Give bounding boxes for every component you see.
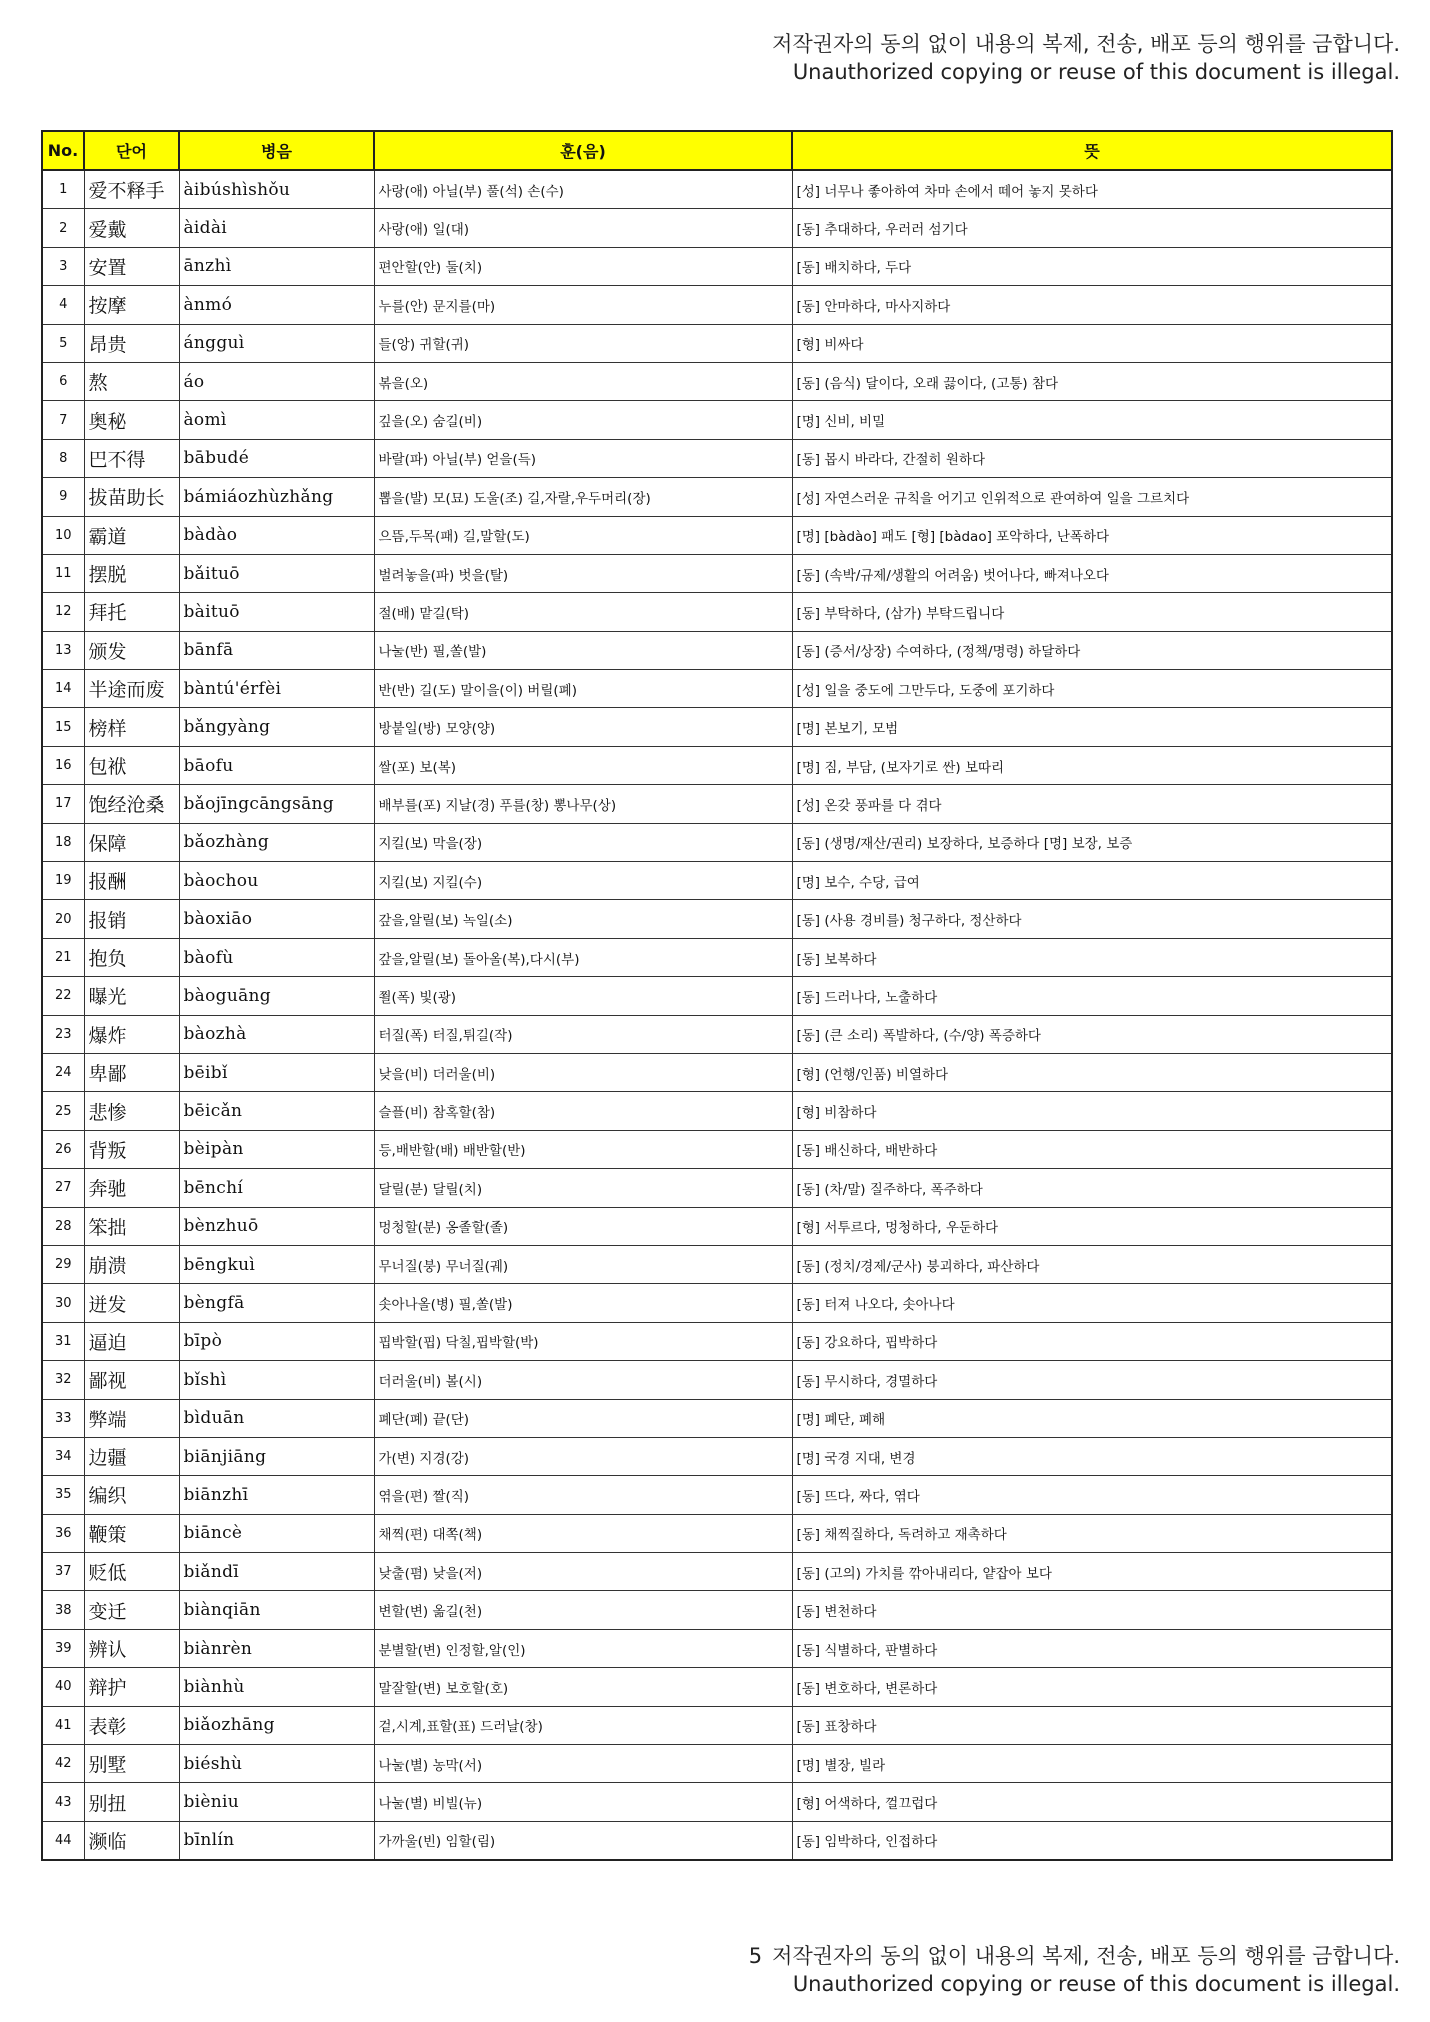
meaning-cell: [명] [bàdào] 패도 [형] [bàdao] 포악하다, 난폭하다 [792,516,1392,554]
meaning-cell: [성] 자연스러운 규칙을 어기고 인위적으로 관여하여 일을 그르치다 [792,478,1392,516]
hun-eum-cell: 으뜸,두목(패) 길,말할(도) [374,516,792,554]
table-row [42,1361,1392,1399]
row-number: 33 [42,1399,84,1437]
table-row [42,1399,1392,1437]
row-number: 36 [42,1514,84,1552]
hun-eum-cell: 깊을(오) 숨길(비) [374,401,792,439]
meaning-cell: [명] 본보기, 모범 [792,708,1392,746]
hun-eum-cell: 핍박할(핍) 닥칠,핍박할(박) [374,1322,792,1360]
word-cell: 保障 [84,823,179,861]
pinyin-cell: biànhù [179,1668,374,1706]
header-pinyin: 병음 [179,131,374,170]
header-meaning: 뜻 [792,131,1392,170]
hun-eum-cell: 겉,시계,표할(표) 드러날(창) [374,1706,792,1744]
table-row [42,209,1392,247]
pinyin-cell: bǎituō [179,554,374,592]
table-row [42,1284,1392,1322]
pinyin-cell: bīpò [179,1322,374,1360]
meaning-cell: [동] (속박/규제/생활의 어려움) 벗어나다, 빠져나오다 [792,554,1392,592]
hun-eum-cell: 나눌(반) 필,쏠(발) [374,631,792,669]
hun-eum-cell: 엮을(편) 짤(직) [374,1476,792,1514]
hun-eum-cell: 편안할(안) 둘(치) [374,247,792,285]
row-number: 4 [42,286,84,324]
table-row [42,1514,1392,1552]
table-row [42,1553,1392,1591]
pinyin-cell: bēicǎn [179,1092,374,1130]
word-cell: 按摩 [84,286,179,324]
vocabulary-table [41,130,1393,1861]
word-cell: 抱负 [84,938,179,976]
row-number: 24 [42,1053,84,1091]
pinyin-cell: bàozhà [179,1015,374,1053]
word-cell: 濒临 [84,1821,179,1860]
row-number: 12 [42,593,84,631]
row-number: 11 [42,554,84,592]
hun-eum-cell: 등,배반할(배) 배반할(반) [374,1130,792,1168]
word-cell: 表彰 [84,1706,179,1744]
pinyin-cell: bāofu [179,746,374,784]
table-row [42,977,1392,1015]
word-cell: 包袱 [84,746,179,784]
table-row [42,1629,1392,1667]
table-row [42,1783,1392,1821]
pinyin-cell: biànrèn [179,1629,374,1667]
meaning-cell: [형] 비참하다 [792,1092,1392,1130]
pinyin-cell: biānjiāng [179,1437,374,1475]
hun-eum-cell: 무너질(붕) 무너질(궤) [374,1245,792,1283]
row-number: 41 [42,1706,84,1744]
row-number: 27 [42,1169,84,1207]
pinyin-cell: bǎozhàng [179,823,374,861]
hun-eum-cell: 분별할(변) 인정할,알(인) [374,1629,792,1667]
pinyin-cell: àomì [179,401,374,439]
meaning-cell: [동] (생명/재산/권리) 보장하다, 보증하다 [명] 보장, 보증 [792,823,1392,861]
word-cell: 鞭策 [84,1514,179,1552]
word-cell: 逼迫 [84,1322,179,1360]
pinyin-cell: bàoxiāo [179,900,374,938]
table-row [42,746,1392,784]
table-row [42,1015,1392,1053]
meaning-cell: [형] 비싸다 [792,324,1392,362]
word-cell: 摆脱 [84,554,179,592]
hun-eum-cell: 누를(안) 문지를(마) [374,286,792,324]
hun-eum-cell: 벌려놓을(파) 벗을(탈) [374,554,792,592]
table-row [42,478,1392,516]
word-cell: 背叛 [84,1130,179,1168]
pinyin-cell: bìduān [179,1399,374,1437]
row-number: 38 [42,1591,84,1629]
table-row [42,554,1392,592]
word-cell: 颁发 [84,631,179,669]
table-row [42,1591,1392,1629]
pinyin-cell: bèipàn [179,1130,374,1168]
pinyin-cell: biāncè [179,1514,374,1552]
word-cell: 奥秘 [84,401,179,439]
row-number: 25 [42,1092,84,1130]
pinyin-cell: bàntú'érfèi [179,670,374,708]
table-row [42,631,1392,669]
table-row [42,785,1392,823]
word-cell: 曝光 [84,977,179,1015]
row-number: 39 [42,1629,84,1667]
hun-eum-cell: 멍청할(분) 옹졸할(졸) [374,1207,792,1245]
meaning-cell: [동] 배신하다, 배반하다 [792,1130,1392,1168]
table-row [42,900,1392,938]
table-row [42,708,1392,746]
table-row [42,1821,1392,1860]
meaning-cell: [명] 짐, 부담, (보자기로 싼) 보따리 [792,746,1392,784]
meaning-cell: [동] (큰 소리) 폭발하다, (수/양) 폭증하다 [792,1015,1392,1053]
row-number: 14 [42,670,84,708]
meaning-cell: [명] 국경 지대, 변경 [792,1437,1392,1475]
row-number: 32 [42,1361,84,1399]
row-number: 30 [42,1284,84,1322]
hun-eum-cell: 나눌(별) 농막(서) [374,1745,792,1783]
row-number: 5 [42,324,84,362]
row-number: 21 [42,938,84,976]
table-row [42,670,1392,708]
table-row [42,1668,1392,1706]
hun-eum-cell: 변할(변) 옮길(천) [374,1591,792,1629]
table-row [42,1207,1392,1245]
hun-eum-cell: 터질(폭) 터질,튀길(작) [374,1015,792,1053]
hun-eum-cell: 절(배) 맡길(탁) [374,593,792,631]
meaning-cell: [동] (사용 경비를) 청구하다, 정산하다 [792,900,1392,938]
table-row [42,1130,1392,1168]
row-number: 15 [42,708,84,746]
pinyin-cell: bièniu [179,1783,374,1821]
pinyin-cell: bèngfā [179,1284,374,1322]
word-cell: 霸道 [84,516,179,554]
meaning-cell: [동] 무시하다, 경멸하다 [792,1361,1392,1399]
hun-eum-cell: 가까울(빈) 임할(림) [374,1821,792,1860]
pinyin-cell: bènzhuō [179,1207,374,1245]
meaning-cell: [명] 폐단, 폐해 [792,1399,1392,1437]
word-cell: 奔驰 [84,1169,179,1207]
meaning-cell: [동] 추대하다, 우러러 섬기다 [792,209,1392,247]
hun-eum-cell: 가(변) 지경(강) [374,1437,792,1475]
meaning-cell: [성] 일을 중도에 그만두다, 도중에 포기하다 [792,670,1392,708]
word-cell: 拜托 [84,593,179,631]
meaning-cell: [동] 변천하다 [792,1591,1392,1629]
pinyin-cell: ānzhì [179,247,374,285]
row-number: 28 [42,1207,84,1245]
word-cell: 熬 [84,362,179,400]
copyright-notice-bottom [749,1942,1400,1998]
row-number: 31 [42,1322,84,1360]
word-cell: 饱经沧桑 [84,785,179,823]
word-cell: 报销 [84,900,179,938]
word-cell: 巴不得 [84,439,179,477]
pinyin-cell: bānfā [179,631,374,669]
hun-eum-cell: 쌀(포) 보(복) [374,746,792,784]
meaning-cell: [동] 식별하다, 판별하다 [792,1629,1392,1667]
meaning-cell: [동] 임박하다, 인접하다 [792,1821,1392,1860]
table-row [42,247,1392,285]
meaning-cell: [동] 터져 나오다, 솟아나다 [792,1284,1392,1322]
meaning-cell: [동] 보복하다 [792,938,1392,976]
pinyin-cell: àidài [179,209,374,247]
word-cell: 卑鄙 [84,1053,179,1091]
word-cell: 崩溃 [84,1245,179,1283]
pinyin-cell: biǎozhāng [179,1706,374,1744]
row-number: 42 [42,1745,84,1783]
word-cell: 笨拙 [84,1207,179,1245]
hun-eum-cell: 방붙일(방) 모양(양) [374,708,792,746]
row-number: 34 [42,1437,84,1475]
meaning-cell: [동] 표창하다 [792,1706,1392,1744]
row-number: 13 [42,631,84,669]
pinyin-cell: bīnlín [179,1821,374,1860]
table-row [42,938,1392,976]
row-number: 8 [42,439,84,477]
pinyin-cell: bǎngyàng [179,708,374,746]
meaning-cell: [동] 채찍질하다, 독려하고 재촉하다 [792,1514,1392,1552]
row-number: 29 [42,1245,84,1283]
meaning-cell: [명] 보수, 수당, 급여 [792,862,1392,900]
row-number: 17 [42,785,84,823]
row-number: 1 [42,170,84,209]
row-number: 40 [42,1668,84,1706]
pinyin-cell: biànqiān [179,1591,374,1629]
table-row [42,170,1392,209]
table-row [42,1476,1392,1514]
word-cell: 爱戴 [84,209,179,247]
row-number: 16 [42,746,84,784]
page-number: 5 [748,1944,763,1968]
hun-eum-cell: 나눌(별) 비빌(뉴) [374,1783,792,1821]
row-number: 20 [42,900,84,938]
row-number: 35 [42,1476,84,1514]
meaning-cell: [동] 강요하다, 핍박하다 [792,1322,1392,1360]
hun-eum-cell: 반(반) 길(도) 말이을(이) 버릴(폐) [374,670,792,708]
hun-eum-cell: 달릴(분) 달릴(치) [374,1169,792,1207]
meaning-cell: [동] 뜨다, 짜다, 엮다 [792,1476,1392,1514]
word-cell: 迸发 [84,1284,179,1322]
pinyin-cell: ànmó [179,286,374,324]
pinyin-cell: bàdào [179,516,374,554]
hun-eum-cell: 갚을,알릴(보) 돌아올(복),다시(부) [374,938,792,976]
hun-eum-cell: 사랑(애) 일(대) [374,209,792,247]
pinyin-cell: bàochou [179,862,374,900]
row-number: 10 [42,516,84,554]
word-cell: 别扭 [84,1783,179,1821]
meaning-cell: [동] 변호하다, 변론하다 [792,1668,1392,1706]
pinyin-cell: biānzhī [179,1476,374,1514]
word-cell: 悲惨 [84,1092,179,1130]
meaning-cell: [동] 안마하다, 마사지하다 [792,286,1392,324]
hun-eum-cell: 낮출(폄) 낮을(저) [374,1553,792,1591]
row-number: 18 [42,823,84,861]
table-row [42,286,1392,324]
hun-eum-cell: 볶을(오) [374,362,792,400]
table-row [42,1322,1392,1360]
meaning-cell: [형] 서투르다, 멍청하다, 우둔하다 [792,1207,1392,1245]
row-number: 19 [42,862,84,900]
hun-eum-cell: 지킬(보) 막을(장) [374,823,792,861]
word-cell: 编织 [84,1476,179,1514]
pinyin-cell: bǎojīngcāngsāng [179,785,374,823]
word-cell: 爆炸 [84,1015,179,1053]
table-row [42,401,1392,439]
pinyin-cell: bàofù [179,938,374,976]
copyright-notice-top [772,30,1400,86]
copyright-notice-korean: 저작권자의 동의 없이 내용의 복제, 전송, 배포 등의 행위를 금합니다. [772,1944,1400,1968]
pinyin-cell: áo [179,362,374,400]
header-word: 단어 [84,131,179,170]
table-row [42,362,1392,400]
pinyin-cell: bǐshì [179,1361,374,1399]
word-cell: 变迁 [84,1591,179,1629]
row-number: 44 [42,1821,84,1860]
hun-eum-cell: 더러울(비) 볼(시) [374,1361,792,1399]
pinyin-cell: biǎndī [179,1553,374,1591]
table-row [42,1437,1392,1475]
table-row [42,1245,1392,1283]
meaning-cell: [동] (차/말) 질주하다, 폭주하다 [792,1169,1392,1207]
table-header [42,131,1392,170]
table-row [42,1169,1392,1207]
meaning-cell: [동] (증서/상장) 수여하다, (정책/명령) 하달하다 [792,631,1392,669]
pinyin-cell: bámiáozhùzhǎng [179,478,374,516]
hun-eum-cell: 배부를(포) 지날(경) 푸를(창) 뽕나무(상) [374,785,792,823]
hun-eum-cell: 폐단(폐) 끝(단) [374,1399,792,1437]
pinyin-cell: bēnchí [179,1169,374,1207]
meaning-cell: [동] 부탁하다, (삼가) 부탁드립니다 [792,593,1392,631]
pinyin-cell: bābudé [179,439,374,477]
row-number: 6 [42,362,84,400]
word-cell: 鄙视 [84,1361,179,1399]
row-number: 3 [42,247,84,285]
table-body [42,170,1392,1860]
pinyin-cell: àibúshìshǒu [179,170,374,209]
copyright-notice-english: Unauthorized copying or reuse of this document is illegal. [792,60,1400,84]
meaning-cell: [형] 어색하다, 껄끄럽다 [792,1783,1392,1821]
word-cell: 报酬 [84,862,179,900]
pinyin-cell: bàoguāng [179,977,374,1015]
row-number: 23 [42,1015,84,1053]
pinyin-cell: biéshù [179,1745,374,1783]
row-number: 9 [42,478,84,516]
row-number: 26 [42,1130,84,1168]
meaning-cell: [동] 드러나다, 노출하다 [792,977,1392,1015]
row-number: 22 [42,977,84,1015]
table-row [42,862,1392,900]
word-cell: 半途而废 [84,670,179,708]
meaning-cell: [명] 별장, 빌라 [792,1745,1392,1783]
word-cell: 辨认 [84,1629,179,1667]
pinyin-cell: bàituō [179,593,374,631]
table-row [42,439,1392,477]
pinyin-cell: bēibǐ [179,1053,374,1091]
row-number: 37 [42,1553,84,1591]
row-number: 43 [42,1783,84,1821]
hun-eum-cell: 들(앙) 귀할(귀) [374,324,792,362]
word-cell: 弊端 [84,1399,179,1437]
hun-eum-cell: 채찍(편) 대쪽(책) [374,1514,792,1552]
hun-eum-cell: 낮을(비) 더러울(비) [374,1053,792,1091]
pinyin-cell: ángguì [179,324,374,362]
word-cell: 别墅 [84,1745,179,1783]
meaning-cell: [명] 신비, 비밀 [792,401,1392,439]
meaning-cell: [형] (언행/인품) 비열하다 [792,1053,1392,1091]
hun-eum-cell: 쬘(폭) 빛(광) [374,977,792,1015]
hun-eum-cell: 솟아나올(병) 필,쏠(발) [374,1284,792,1322]
hun-eum-cell: 바랄(파) 아닐(부) 얻을(득) [374,439,792,477]
table-row [42,593,1392,631]
pinyin-cell: bēngkuì [179,1245,374,1283]
table-row [42,324,1392,362]
word-cell: 辩护 [84,1668,179,1706]
row-number: 2 [42,209,84,247]
hun-eum-cell: 슬플(비) 참혹할(참) [374,1092,792,1130]
table-row [42,1745,1392,1783]
table-row [42,516,1392,554]
meaning-cell: [동] (음식) 달이다, 오래 끓이다, (고통) 참다 [792,362,1392,400]
meaning-cell: [동] (고의) 가치를 깎아내리다, 얕잡아 보다 [792,1553,1392,1591]
copyright-notice-english: Unauthorized copying or reuse of this document is illegal. [792,1972,1400,1996]
table-row [42,1053,1392,1091]
header-no: No. [42,131,84,170]
hun-eum-cell: 말잘할(변) 보호할(호) [374,1668,792,1706]
word-cell: 安置 [84,247,179,285]
hun-eum-cell: 뽑을(발) 모(묘) 도울(조) 길,자랄,우두머리(장) [374,478,792,516]
row-number: 7 [42,401,84,439]
header-hun-eum: 훈(음) [374,131,792,170]
word-cell: 贬低 [84,1553,179,1591]
word-cell: 边疆 [84,1437,179,1475]
table-row [42,823,1392,861]
word-cell: 榜样 [84,708,179,746]
hun-eum-cell: 지킬(보) 지킬(수) [374,862,792,900]
meaning-cell: [동] (정치/경제/군사) 붕괴하다, 파산하다 [792,1245,1392,1283]
table-row [42,1092,1392,1130]
hun-eum-cell: 사랑(애) 아닐(부) 풀(석) 손(수) [374,170,792,209]
hun-eum-cell: 갚을,알릴(보) 녹일(소) [374,900,792,938]
meaning-cell: [성] 온갖 풍파를 다 겪다 [792,785,1392,823]
meaning-cell: [동] 배치하다, 두다 [792,247,1392,285]
word-cell: 拔苗助长 [84,478,179,516]
copyright-notice-korean: 저작권자의 동의 없이 내용의 복제, 전송, 배포 등의 행위를 금합니다. [772,32,1400,56]
meaning-cell: [성] 너무나 좋아하여 차마 손에서 떼어 놓지 못하다 [792,170,1392,209]
word-cell: 昂贵 [84,324,179,362]
table-row [42,1706,1392,1744]
word-cell: 爱不释手 [84,170,179,209]
meaning-cell: [동] 몹시 바라다, 간절히 원하다 [792,439,1392,477]
